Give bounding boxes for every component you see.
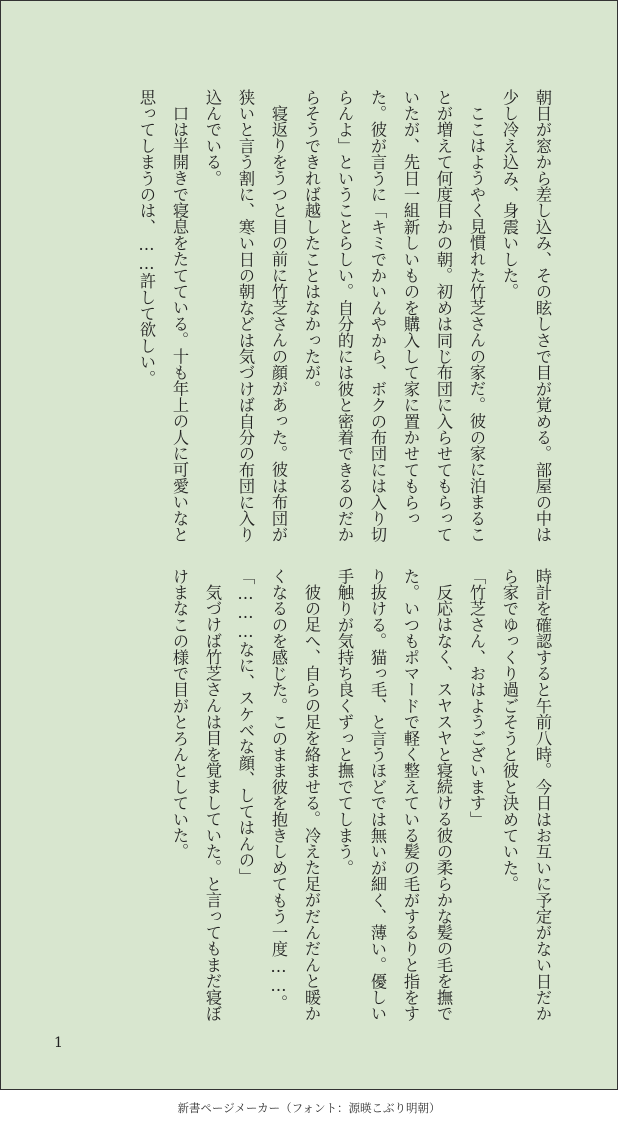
paragraph: 「………なに、スケベな顔、してはんの」 [236,568,255,885]
paragraph: ここはようやく見慣れた竹芝さんの家だ。彼の家に泊まることが増えて何度目かの朝。初めは同じ布団に入らせてもらっていたが、先日一組新しいものを購入して家に置かせてもらった。彼が言うに「キミでかいんやから、ボクの布団には入り切らんよ」ということらしい。自分的には彼と密着できるのだからそうできれば越したことはなかったが。 [302,89,486,543]
text-block-bottom [59,568,559,1030]
paragraph: 口は半開きで寝息をたてている。十も年上の人に可愛いなと思ってしまうのは、……許して欲しい。 [137,89,189,543]
footer-caption: 新書ページメーカー（フォント：源暎こぶり明朝） [177,1101,441,1115]
paragraph: 気づけば竹芝さんは目を覚ましていた。と言ってもまだ寝ぼけまなこの様で目がとろんとしていた。 [170,568,222,1022]
paragraph: 彼の足へ、自らの足を絡ませる。冷えた足がだんだんと暖かくなるのを感じた。このまま彼を抱きしめてもう一度……。 [269,568,321,1022]
paragraph: 寝返りをうつと目の前に竹芝さんの顔があった。彼は布団が狭いと言う割に、寒い日の朝などは気づけば自分の布団に入り込んでいる。 [203,89,288,543]
text-block-top [59,89,559,551]
paragraph: 反応はなく、スヤスヤと寝続ける彼の柔らかな髪の毛を撫でた。いつもポマードで軽く整えている髪の毛がするりと指をすり抜ける。猫っ毛、と言うほどでは無いが細く、薄い。優しい手触りが気持ち良くずっと撫でてしまう。 [335,568,453,1022]
paragraph: 「竹芝さん、おはようございます」 [467,568,486,828]
paragraph: 時計を確認すると午前八時。今日はお互いに予定がない日だから家でゆっくり過ごそうと彼と決めていた。 [500,568,552,1022]
page-number: 1 [54,1035,63,1051]
paragraph: 朝日が窓から差し込み、その眩しさで目が覚める。部屋の中は少し冷え込み、身震いした。 [500,89,552,543]
